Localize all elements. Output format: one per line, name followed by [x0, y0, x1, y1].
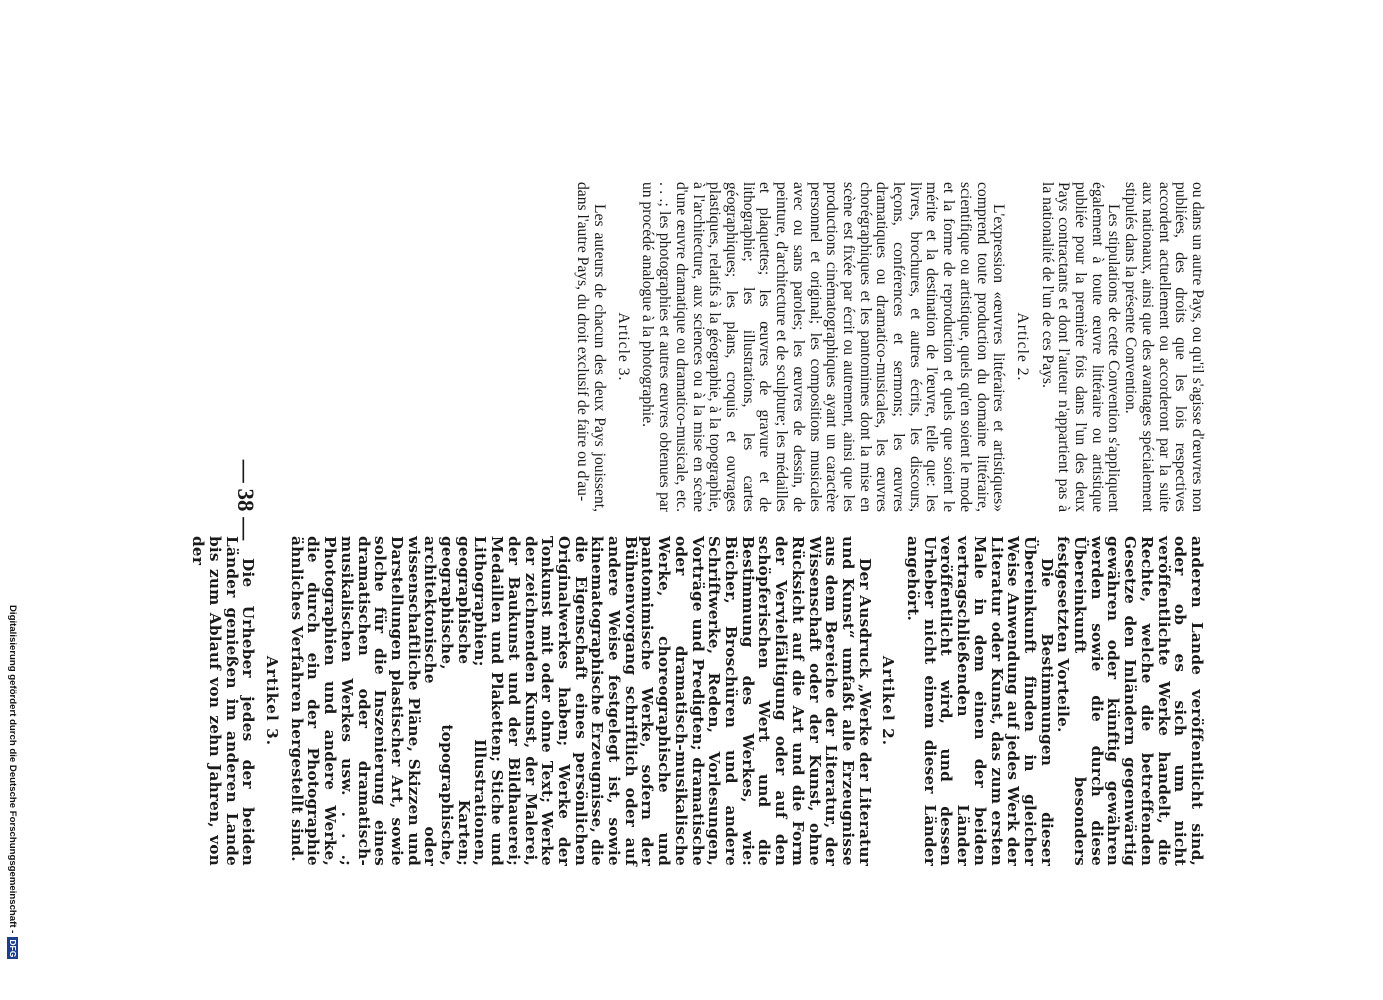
german-article-3-heading: Artikel 3. [263, 655, 282, 747]
german-article-3-text: Die Urheber jedes der beiden Länder genießen im anderen Lande bis zum Ablauf von zehn Jahren, von der [189, 536, 258, 866]
french-article-3-text: Les auteurs de chacun des deux Pays jouissent, dans l'autre Pays, du droit exclusif de faire ou d'au- [574, 182, 609, 512]
credit-text: Digitalisierung gefördert durch die Deutsche Forschungsgemeinschaft - [6, 605, 18, 934]
german-article-2-text: Der Ausdruck „Werke der Literatur und Kunst“ umfaßt alle Erzeugnisse aus dem Bereiche der Literatur, der Wissenschaft oder der Kunst, ohne Rücksicht auf die Art und die Form der Vervielfältigung oder auf den schöpferischen Wert und die Bestimmung des Werkes, wie: Bücher, Broschüren und andere Schriftwerke, Reden, Vorlesungen, Vorträge und Predigten; dramatische oder dramatisch-musikalische Werke, choreographische und pantomimische Werke, sofern der Bühnenvorgang schriftlich oder auf andere Weise festgelegt ist, sowie kinematographische Erzeugnisse, die die Eigenschaft eines persönlichen Originalwerkes haben; Werke der Tonkunst mit oder ohne Text; Werke der zeichnenden Kunst, der Malerei, der Baukunst und der Bildhauerei; Medaillen und Plaketten; Stiche und Lithographien; Illustrationen, geographische Karten; geographische, topographische, architektonische oder wissenschaftliche Pläne, Skizzen und Darstellungen plastischer Art, sowie solche für die Inszenierung eines dramatischen oder dramatisch-musikalischen Werkes usw. . . .; Photographien und andere Werke, die durch ein der Photographie ähnliches Verfahren hergestellt sind. [287, 536, 874, 866]
french-article-2-heading: Article 2. [1013, 312, 1031, 382]
french-article-2-text: L'expression «œuvres littéraires et artistiques» comprend toute production du domaine littéraire, scientifique ou artistique, quels qu'en soient le mode et la forme de reproduction et quels que soient le mérite et la destination de l'œuvre, telle que: les livres, brochures, et autres écrits, les discours, leçons, conférences et sermons; les œuvres dramatiques ou dramatico-musicales, les œuvres chorégraphiques et les pantomimes dont la mise en scène est fixée par écrit ou autrement, ainsi que les productions cinématographiques ayant un caractère personnel et original; les compositions musicales avec ou sans paroles; les œuvres de dessin, de peinture, d'architecture et de sculpture; les médailles et plaquettes; les œuvres de gravure et de lithographie; les illustrations, les cartes géographiques; les plans, croquis et ouvrages plastiques, relatifs à la géographie, à la topographie, à l'architecture, aux sciences ou à la mise en scène d'une œuvre dramatique ou dramatico-musicale, etc. . . .; les photographies et autres œuvres obtenues par un procédé analogue à la photographie. [639, 182, 1008, 512]
french-column [574, 182, 1205, 512]
page-number: — 38 — [233, 459, 258, 541]
dfg-logo-icon: DFG [8, 939, 18, 958]
german-article-2-heading: Artikel 2. [879, 655, 898, 747]
french-paragraph: ou dans un autre Pays, ou qu'il s'agisse d'œuvres non publiées, des droits que les lois respectives accordent actuellement ou accorderont par la suite aux nationaux, ainsi que des avantages spécialement stipulés dans la présente Convention. [1122, 182, 1206, 512]
german-paragraph: Die Bestimmungen dieser Übereinkunft finden in gleicher Weise Anwendung auf jedes Werk der Literatur oder Kunst, das zum ersten Male in dem einen der beiden vertragschließenden Länder veröffentlicht wird, und dessen Urheber nicht einem dieser Länder angehört. [904, 536, 1056, 866]
french-paragraph: Les stipulations de cette Convention s'appliquent également à toute œuvre littéraire ou artistique publiée pour la première fois dans l'un des deux Pays contractants et dont l'auteur n'appartient pas à la nationalité de l'un de ces Pays. [1038, 182, 1123, 512]
german-paragraph: anderen Lande veröffentlicht sind, oder ob es sich um nicht veröffentlichte Werke handelt, die Rechte, welche die betreffenden Gesetze den Inländern gegenwärtig gewähren oder künftig gewähren werden sowie die durch diese Übereinkunft besonders festgesetzten Vorteile. [1054, 536, 1206, 866]
french-article-3-heading: Article 3. [614, 312, 632, 382]
german-column [190, 536, 1205, 866]
